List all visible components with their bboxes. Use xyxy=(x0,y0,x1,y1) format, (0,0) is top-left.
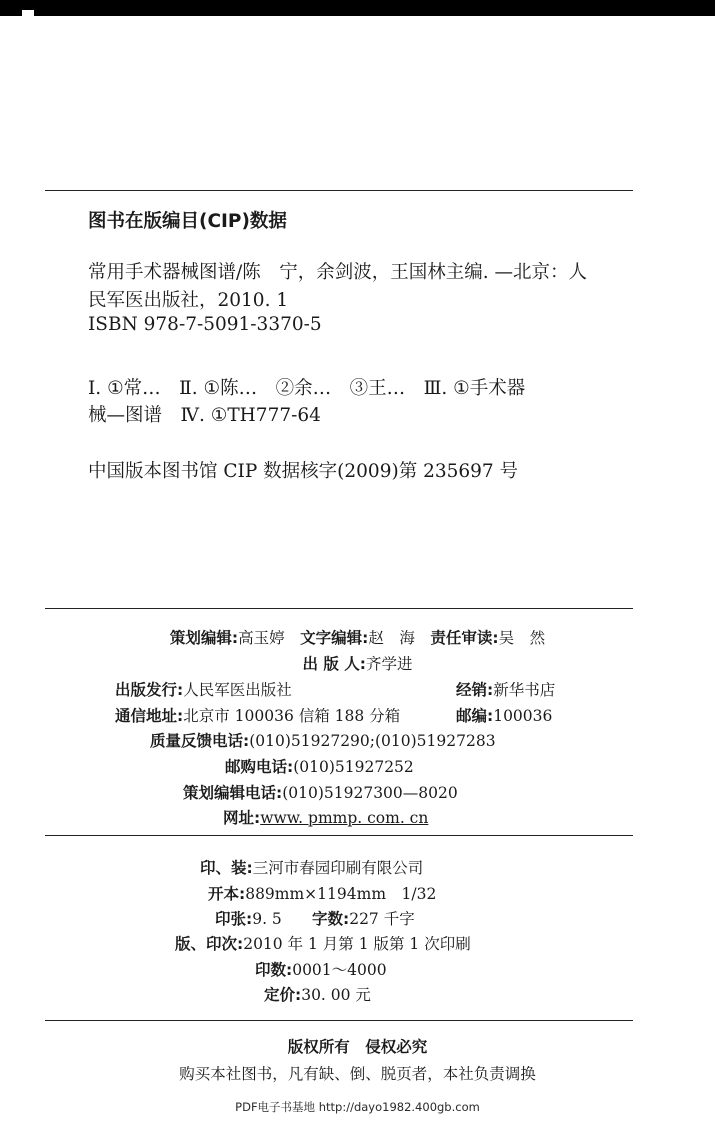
distributor: 经销:新华书店 xyxy=(456,681,556,699)
cip-number: 中国版本图书馆 CIP 数据核字(2009)第 235697 号 xyxy=(88,461,519,482)
cip-heading: 图书在版编目(CIP)数据 xyxy=(88,211,287,232)
printer: 印、装:三河市春园印刷有限公司 xyxy=(200,859,424,877)
postcode: 邮编:100036 xyxy=(456,707,553,725)
scan-notch xyxy=(22,10,34,18)
mail-order-phone: 邮购电话:(010)51927252 xyxy=(225,758,414,776)
sheets: 印张:9. 5 xyxy=(215,910,282,928)
issuer: 出版发行:人民军医出版社 xyxy=(115,681,292,699)
scan-border xyxy=(0,0,715,16)
quality-phone: 质量反馈电话:(010)51927290;(010)51927283 xyxy=(150,732,496,750)
cip-entry-line2: 民军医出版社，2010. 1 xyxy=(88,290,289,311)
classification-line2: 械—图谱 Ⅳ. ①TH777-64 xyxy=(88,405,321,426)
website-link[interactable]: www. pmmp. com. cn xyxy=(260,809,429,827)
edition: 版、印次:2010 年 1 月第 1 版第 1 次印刷 xyxy=(175,935,471,953)
divider xyxy=(45,190,633,191)
divider xyxy=(45,835,633,836)
editor-phone: 策划编辑电话:(010)51927300—8020 xyxy=(183,784,458,802)
divider xyxy=(45,1020,633,1021)
website: 网址:www. pmmp. com. cn xyxy=(223,809,429,827)
print-run: 印数:0001～4000 xyxy=(255,961,387,979)
staff-line: 策划编辑:高玉婷 文字编辑:赵 海 责任审读:吴 然 xyxy=(169,629,546,647)
word-count: 字数:227 千字 xyxy=(312,910,415,928)
price: 定价:30. 00 元 xyxy=(264,986,371,1004)
address: 通信地址:北京市 100036 信箱 188 分箱 xyxy=(115,707,401,725)
cip-entry-line1: 常用手术器械图谱/陈 宁，余剑波，王国林主编. —北京：人 xyxy=(88,262,587,283)
watermark: PDF电子书基地 http://dayo1982.400gb.com xyxy=(235,1100,480,1114)
divider xyxy=(45,608,633,609)
classification-line1: Ⅰ. ①常… Ⅱ. ①陈… ②余… ③王… Ⅲ. ①手术器 xyxy=(88,378,526,399)
exchange-notice: 购买本社图书，凡有缺、倒、脱页者，本社负责调换 xyxy=(179,1065,536,1083)
format: 开本:889mm×1194mm 1/32 xyxy=(208,885,437,903)
publisher-person: 出 版 人:齐学进 xyxy=(302,655,413,673)
copyright-notice: 版权所有 侵权必究 xyxy=(287,1038,428,1056)
isbn: ISBN 978-7-5091-3370-5 xyxy=(88,314,322,335)
